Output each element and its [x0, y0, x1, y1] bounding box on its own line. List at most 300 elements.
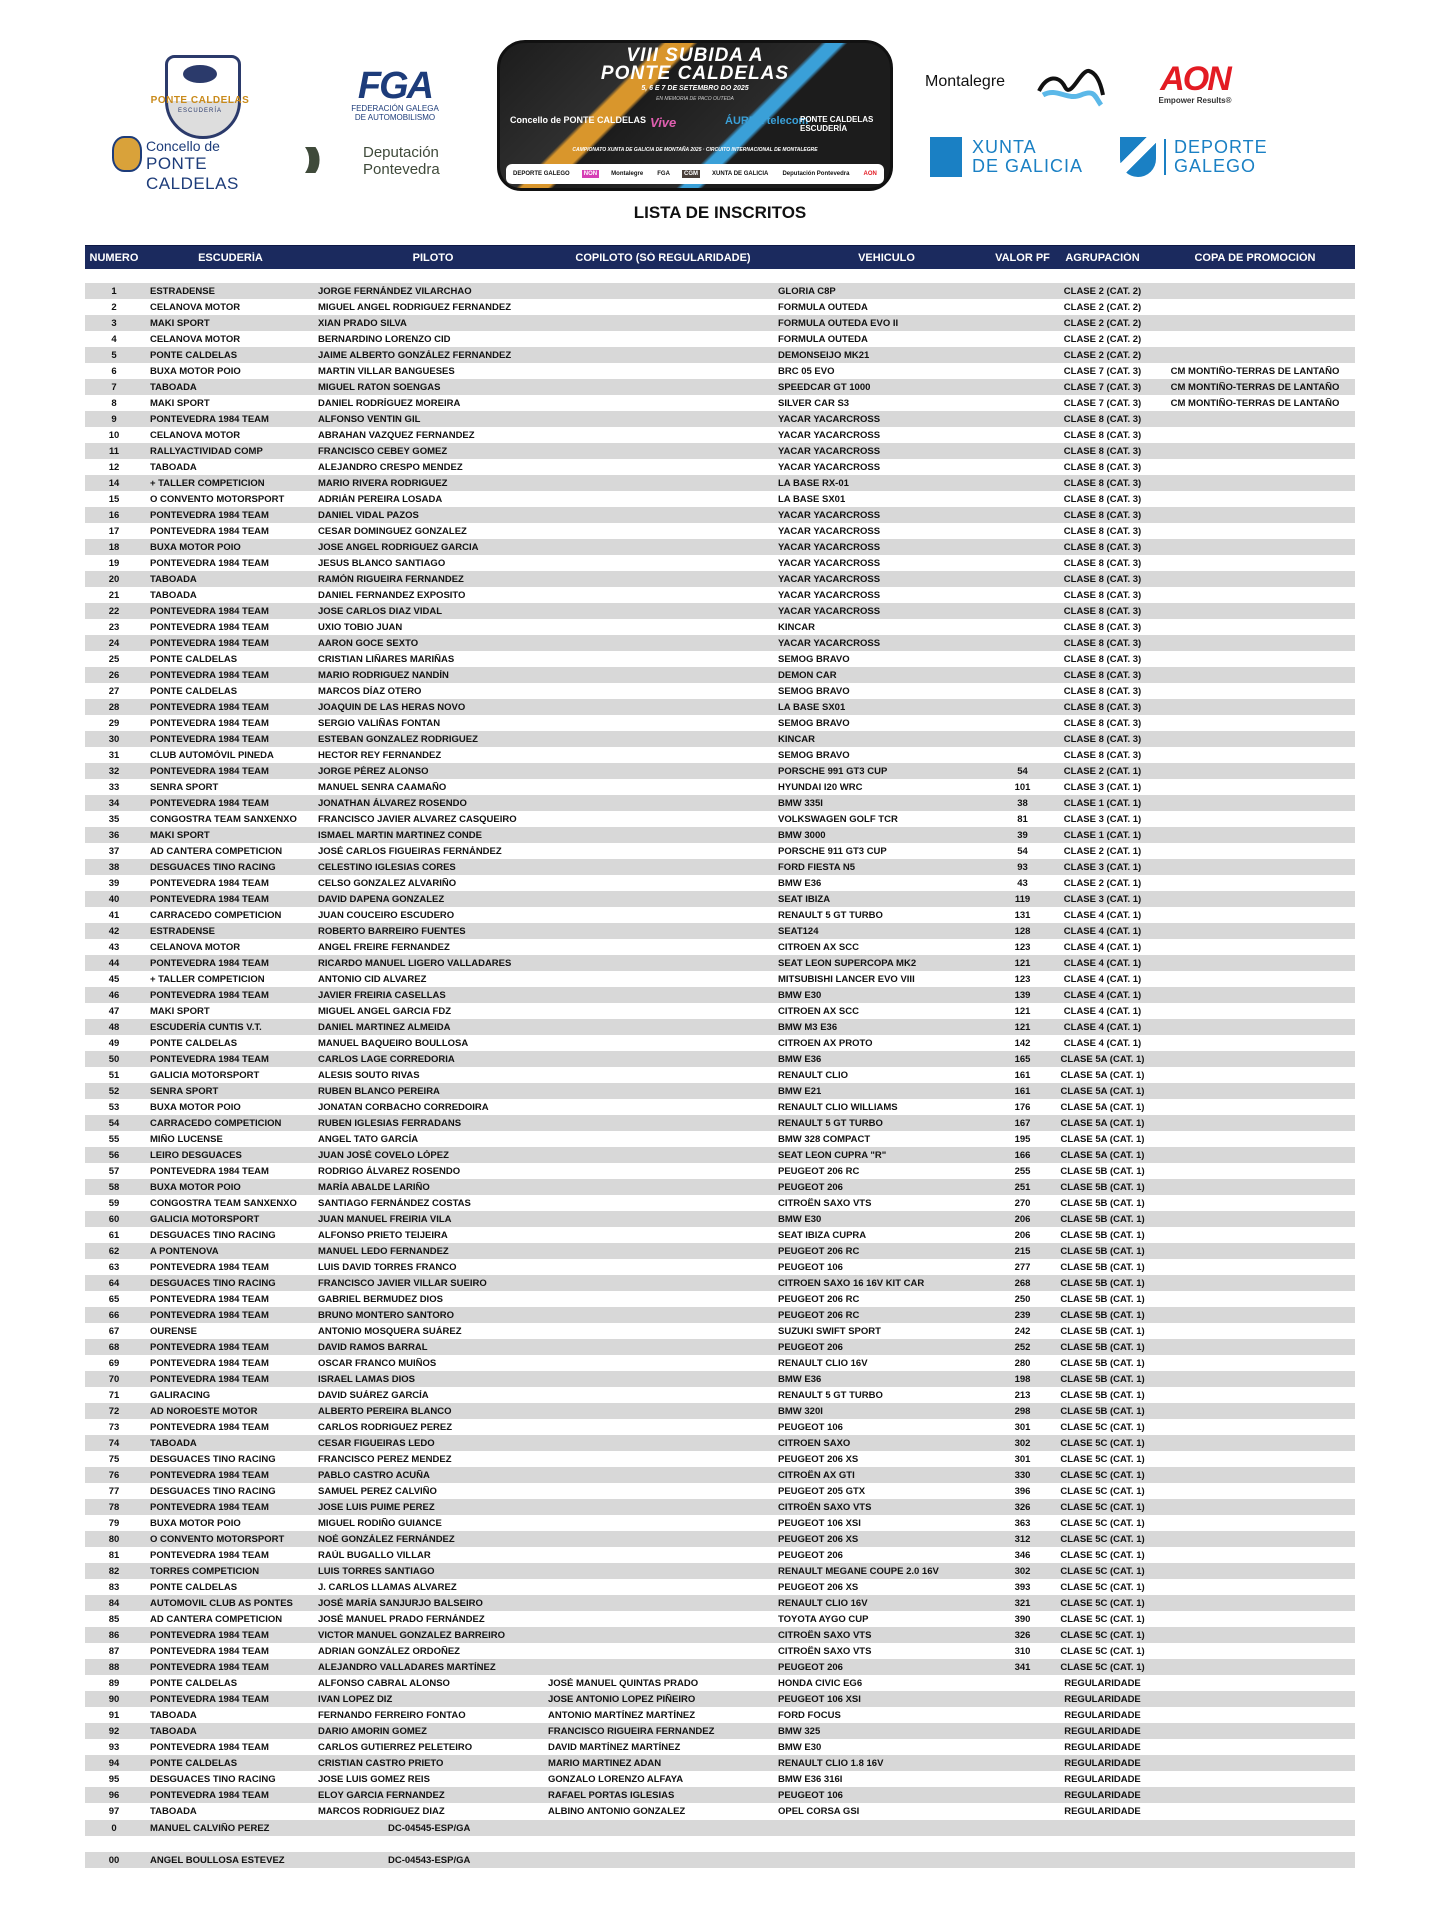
entry-number: 69: [108, 1357, 120, 1369]
entry-escuderia: PONTEVEDRA 1984 TEAM: [150, 1165, 269, 1177]
entry-vehiculo: SEMOG BRAVO: [778, 685, 850, 697]
entry-number: 10: [108, 429, 120, 441]
entry-vehiculo: PEUGEOT 106: [778, 1421, 843, 1433]
deporte-galego-line2: GALEGO: [1174, 156, 1257, 176]
entry-piloto: DANIEL FERNANDEZ EXPOSITO: [318, 589, 466, 601]
entry-piloto: DAVID RAMOS BARRAL: [318, 1341, 428, 1353]
entry-vehiculo: PEUGEOT 106: [778, 1789, 843, 1801]
entry-copiloto: RAFAEL PORTAS IGLESIAS: [548, 1789, 675, 1801]
entry-number: 1: [111, 285, 117, 297]
entry-escuderia: BUXA MOTOR POIO: [150, 365, 241, 377]
entry-valor-pf: 139: [1014, 989, 1031, 1001]
entry-agrupacion: REGULARIDADE: [1064, 1805, 1141, 1817]
entry-piloto: AARON GOCE SEXTO: [318, 637, 419, 649]
entry-valor-pf: 215: [1014, 1245, 1031, 1257]
entry-piloto: DANIEL RODRÍGUEZ MOREIRA: [318, 397, 461, 409]
official-row: [85, 1852, 1355, 1868]
table-row: [85, 1643, 1355, 1659]
entry-escuderia: GALIRACING: [150, 1389, 211, 1401]
entry-piloto: JONATHAN ÁLVAREZ ROSENDO: [318, 797, 467, 809]
entry-vehiculo: CITROËN SAXO VTS: [778, 1501, 872, 1513]
entry-escuderia: PONTE CALDELAS: [150, 685, 238, 697]
entry-piloto: IVAN LOPEZ DIZ: [318, 1693, 393, 1705]
entry-valor-pf: 121: [1014, 1021, 1031, 1033]
table-row: [85, 1739, 1355, 1755]
entry-piloto: ALESIS SOUTO RIVAS: [318, 1069, 420, 1081]
entry-valor-pf: 301: [1014, 1421, 1031, 1433]
concello-ponte-caldelas-logo: [112, 130, 292, 193]
entry-escuderia: PONTEVEDRA 1984 TEAM: [150, 1693, 269, 1705]
entry-number: 17: [108, 525, 120, 537]
officials-list: [85, 1820, 1355, 1884]
entry-number: 82: [108, 1565, 120, 1577]
entry-escuderia: PONTEVEDRA 1984 TEAM: [150, 1645, 269, 1657]
entry-escuderia: O CONVENTO MOTORSPORT: [150, 493, 285, 505]
aon-logo: [1145, 62, 1245, 112]
sponsor-logos-header: [0, 0, 1440, 195]
entry-agrupacion: CLASE 5C (CAT. 1): [1060, 1453, 1145, 1465]
entry-number: 59: [108, 1197, 120, 1209]
entry-number: 16: [108, 509, 120, 521]
entry-piloto: MANUEL BAQUEIRO BOULLOSA: [318, 1037, 469, 1049]
entry-valor-pf: 390: [1014, 1613, 1031, 1625]
entry-piloto: CARLOS LAGE CORREDORIA: [318, 1053, 455, 1065]
entry-vehiculo: PEUGEOT 206 RC: [778, 1293, 860, 1305]
entry-agrupacion: CLASE 8 (CAT. 3): [1063, 669, 1142, 681]
strip-cgm: CGM: [683, 171, 698, 177]
table-row: [85, 443, 1355, 459]
entry-piloto: JOSÉ MARÍA SANJURJO BALSEIRO: [318, 1597, 483, 1609]
entry-escuderia: ESTRADENSE: [150, 925, 215, 937]
entry-valor-pf: 121: [1014, 957, 1031, 969]
entry-agrupacion: CLASE 5B (CAT. 1): [1060, 1165, 1145, 1177]
entry-vehiculo: BMW E36 316I: [778, 1773, 843, 1785]
table-row: [85, 1707, 1355, 1723]
entry-number: 89: [108, 1677, 120, 1689]
official-name: MANUEL CALVIÑO PEREZ: [150, 1822, 270, 1834]
entry-agrupacion: CLASE 8 (CAT. 3): [1063, 477, 1142, 489]
entry-valor-pf: 239: [1014, 1309, 1031, 1321]
column-header-agrupacion: AGRUPACIÓN: [1065, 251, 1140, 264]
entry-agrupacion: CLASE 5C (CAT. 1): [1060, 1517, 1145, 1529]
strip-fga: FGA: [657, 171, 670, 177]
entry-escuderia: PONTE CALDELAS: [150, 1581, 238, 1593]
entry-number: 29: [108, 717, 120, 729]
entry-vehiculo: RENAULT 5 GT TURBO: [778, 1389, 883, 1401]
entry-agrupacion: CLASE 8 (CAT. 3): [1063, 685, 1142, 697]
entry-escuderia: PONTEVEDRA 1984 TEAM: [150, 893, 269, 905]
entry-escuderia: PONTE CALDELAS: [150, 1037, 238, 1049]
table-row: [85, 971, 1355, 987]
entry-piloto: ABRAHAN VAZQUEZ FERNANDEZ: [318, 429, 475, 441]
entry-number: 40: [108, 893, 120, 905]
entry-number: 78: [108, 1501, 120, 1513]
entry-piloto: GABRIEL BERMUDEZ DIOS: [318, 1293, 443, 1305]
entry-number: 73: [108, 1421, 120, 1433]
entry-vehiculo: YACAR YACARCROSS: [778, 525, 881, 537]
entry-escuderia: PONTEVEDRA 1984 TEAM: [150, 701, 269, 713]
entry-escuderia: PONTEVEDRA 1984 TEAM: [150, 605, 269, 617]
entry-agrupacion: CLASE 1 (CAT. 1): [1063, 797, 1142, 809]
entry-piloto: MARIO RODRIGUEZ NANDÍN: [318, 669, 449, 681]
entry-number: 41: [108, 909, 120, 921]
entry-agrupacion: REGULARIDADE: [1064, 1693, 1141, 1705]
entry-agrupacion: CLASE 7 (CAT. 3): [1063, 397, 1142, 409]
official-licence: DC-04545-ESP/GA: [388, 1822, 471, 1834]
entry-valor-pf: 242: [1014, 1325, 1031, 1337]
table-row: [85, 1227, 1355, 1243]
table-row: [85, 363, 1355, 379]
strip-deporte-galego: DEPORTE GALEGO: [513, 171, 570, 177]
entry-escuderia: PONTEVEDRA 1984 TEAM: [150, 413, 269, 425]
entry-copiloto: JOSE ANTONIO LOPEZ PIÑEIRO: [548, 1693, 696, 1705]
entry-vehiculo: CITROËN SAXO VTS: [778, 1197, 872, 1209]
entry-piloto: SANTIAGO FERNÁNDEZ COSTAS: [318, 1197, 471, 1209]
table-row: [85, 1163, 1355, 1179]
entry-vehiculo: OPEL CORSA GSI: [778, 1805, 860, 1817]
entry-number: 21: [108, 589, 120, 601]
entry-escuderia: AD CANTERA COMPETICION: [150, 845, 283, 857]
entry-valor-pf: 101: [1014, 781, 1031, 793]
entry-vehiculo: RENAULT 5 GT TURBO: [778, 909, 883, 921]
entry-piloto: MARTIN VILLAR BANGUESES: [318, 365, 455, 377]
entry-piloto: DANIEL MARTINEZ ALMEIDA: [318, 1021, 451, 1033]
entry-escuderia: PONTE CALDELAS: [150, 1757, 238, 1769]
entry-vehiculo: FORMULA OUTEDA EVO II: [778, 317, 899, 329]
official-row: [85, 1820, 1355, 1836]
entry-escuderia: PONTEVEDRA 1984 TEAM: [150, 1661, 269, 1673]
montalegre-wave-icon: [1037, 65, 1107, 109]
table-row: [85, 459, 1355, 475]
entry-vehiculo: HYUNDAI I20 WRC: [778, 781, 863, 793]
column-header-copa: COPA DE PROMOCIÓN: [1194, 251, 1316, 264]
entry-valor-pf: 277: [1014, 1261, 1031, 1273]
table-row: [85, 475, 1355, 491]
table-row: [85, 859, 1355, 875]
entry-agrupacion: CLASE 3 (CAT. 1): [1063, 893, 1142, 905]
entry-escuderia: CELANOVA MOTOR: [150, 941, 241, 953]
entry-number: 48: [108, 1021, 120, 1033]
entry-agrupacion: CLASE 5C (CAT. 1): [1060, 1661, 1145, 1673]
entry-vehiculo: SEMOG BRAVO: [778, 749, 850, 761]
table-row: [85, 1307, 1355, 1323]
fga-mark: FGA: [357, 65, 433, 107]
montalegre-logo: [925, 65, 1105, 115]
entry-escuderia: PONTE CALDELAS: [150, 1677, 238, 1689]
entry-agrupacion: CLASE 5C (CAT. 1): [1060, 1597, 1145, 1609]
entry-vehiculo: FORD FIESTA N5: [778, 861, 856, 873]
entry-piloto: ESTEBAN GONZALEZ RODRIGUEZ: [318, 733, 478, 745]
entry-escuderia: DESGUACES TINO RACING: [150, 861, 276, 873]
entry-escuderia: CELANOVA MOTOR: [150, 333, 241, 345]
table-row: [85, 1723, 1355, 1739]
entry-agrupacion: CLASE 7 (CAT. 3): [1063, 381, 1142, 393]
entry-number: 55: [108, 1133, 120, 1145]
entry-valor-pf: 81: [1017, 813, 1028, 825]
entry-piloto: ANGEL FREIRE FERNANDEZ: [318, 941, 450, 953]
entry-escuderia: O CONVENTO MOTORSPORT: [150, 1533, 285, 1545]
entry-piloto: LUIS DAVID TORRES FRANCO: [318, 1261, 457, 1273]
entry-escuderia: PONTEVEDRA 1984 TEAM: [150, 1741, 269, 1753]
header-spacer: [85, 269, 1355, 283]
entry-vehiculo: KINCAR: [778, 733, 815, 745]
entry-escuderia: PONTEVEDRA 1984 TEAM: [150, 1357, 269, 1369]
entry-piloto: JOSE LUIS PUIME PEREZ: [318, 1501, 435, 1513]
entry-agrupacion: CLASE 8 (CAT. 3): [1063, 749, 1142, 761]
table-row: [85, 603, 1355, 619]
rally-title-line2: PONTE CALDELAS: [600, 63, 790, 84]
table-row: [85, 1339, 1355, 1355]
entry-valor-pf: 43: [1017, 877, 1028, 889]
entry-piloto: MIGUEL ANGEL RODRIGUEZ FERNANDEZ: [318, 301, 511, 313]
entry-number: 28: [108, 701, 120, 713]
entry-valor-pf: 312: [1014, 1533, 1031, 1545]
entry-piloto: RUBEN IGLESIAS FERRADANS: [318, 1117, 462, 1129]
entry-escuderia: PONTEVEDRA 1984 TEAM: [150, 877, 269, 889]
entry-vehiculo: KINCAR: [778, 621, 815, 633]
entry-agrupacion: CLASE 5A (CAT. 1): [1060, 1149, 1145, 1161]
entry-agrupacion: CLASE 4 (CAT. 1): [1063, 941, 1142, 953]
entry-vehiculo: BMW E30: [778, 1213, 822, 1225]
entry-vehiculo: PEUGEOT 206: [778, 1341, 843, 1353]
entry-number: 18: [108, 541, 120, 553]
entry-escuderia: PONTE CALDELAS: [150, 653, 238, 665]
entry-agrupacion: CLASE 5C (CAT. 1): [1060, 1501, 1145, 1513]
entry-escuderia: PONTEVEDRA 1984 TEAM: [150, 957, 269, 969]
rally-championship: CAMPIONATO XUNTA DE GALICIA DE MONTAÑA 2025 · CIRCUITO INTERNACIONAL DE MONTALEGRE: [572, 147, 818, 153]
table-row: [85, 715, 1355, 731]
fga-line1: FEDERACIÓN GALEGA: [351, 104, 439, 113]
entry-vehiculo: DEMONSEIJO MK21: [778, 349, 870, 361]
entry-number: 64: [108, 1277, 120, 1289]
entry-number: 53: [108, 1101, 120, 1113]
entry-number: 71: [108, 1389, 120, 1401]
plate-sponsor-aurea: ÁUREA telecom: [725, 115, 809, 127]
entry-number: 50: [108, 1053, 120, 1065]
entry-number: 4: [111, 333, 117, 345]
entry-agrupacion: CLASE 5A (CAT. 1): [1060, 1053, 1145, 1065]
entry-piloto: JUAN COUCEIRO ESCUDERO: [318, 909, 455, 921]
entry-agrupacion: CLASE 2 (CAT. 2): [1063, 317, 1142, 329]
entry-piloto: ADRIÁN PEREIRA LOSADA: [318, 493, 443, 505]
entry-number: 35: [108, 813, 120, 825]
entry-piloto: JESUS BLANCO SANTIAGO: [318, 557, 446, 569]
entry-valor-pf: 301: [1014, 1453, 1031, 1465]
deporte-galego-logo: [1120, 135, 1280, 181]
entry-escuderia: AUTOMOVIL CLUB AS PONTES: [150, 1597, 293, 1609]
entry-vehiculo: BMW 325: [778, 1725, 821, 1737]
entry-number: 97: [108, 1805, 120, 1817]
table-row: [85, 299, 1355, 315]
entry-number: 36: [108, 829, 120, 841]
entry-number: 86: [108, 1629, 120, 1641]
entry-vehiculo: PEUGEOT 206 XS: [778, 1581, 859, 1593]
entry-piloto: CELSO GONZALEZ ALVARIÑO: [318, 877, 457, 889]
table-row: [85, 315, 1355, 331]
entry-piloto: ALBERTO PEREIRA BLANCO: [318, 1405, 452, 1417]
entry-vehiculo: MITSUBISHI LANCER EVO VIII: [778, 973, 915, 985]
entry-number: 8: [111, 397, 117, 409]
entry-vehiculo: PEUGEOT 106: [778, 1261, 843, 1273]
table-row: [85, 571, 1355, 587]
entry-vehiculo: BMW 320I: [778, 1405, 823, 1417]
entry-agrupacion: CLASE 5B (CAT. 1): [1060, 1389, 1145, 1401]
entry-piloto: RODRIGO ÁLVAREZ ROSENDO: [318, 1165, 461, 1177]
table-row: [85, 1259, 1355, 1275]
entry-number: 58: [108, 1181, 120, 1193]
table-row: [85, 411, 1355, 427]
table-row: [85, 1547, 1355, 1563]
entry-valor-pf: 302: [1014, 1437, 1031, 1449]
entry-escuderia: AD NOROESTE MOTOR: [150, 1405, 258, 1417]
table-row: [85, 1387, 1355, 1403]
entry-vehiculo: CITROEN AX SCC: [778, 941, 859, 953]
aon-tagline: Empower Results®: [1158, 96, 1232, 105]
entry-agrupacion: CLASE 4 (CAT. 1): [1063, 1037, 1142, 1049]
entry-piloto: UXIO TOBIO JUAN: [318, 621, 403, 633]
plate-sponsor-concello: Concello de PONTE CALDELAS: [510, 115, 647, 125]
entry-agrupacion: REGULARIDADE: [1064, 1725, 1141, 1737]
entry-agrupacion: CLASE 8 (CAT. 3): [1063, 653, 1142, 665]
entry-piloto: RAMÓN RIGUEIRA FERNANDEZ: [318, 573, 464, 585]
entry-piloto: ANTONIO CID ALVAREZ: [318, 973, 427, 985]
entry-valor-pf: 119: [1014, 893, 1031, 905]
entry-escuderia: DESGUACES TINO RACING: [150, 1453, 276, 1465]
entry-valor-pf: 121: [1014, 1005, 1031, 1017]
entry-vehiculo: RENAULT CLIO WILLIAMS: [778, 1101, 898, 1113]
table-row: [85, 747, 1355, 763]
entry-valor-pf: 341: [1014, 1661, 1031, 1673]
entry-vehiculo: HONDA CIVIC EG6: [778, 1677, 863, 1689]
entry-piloto: CELESTINO IGLESIAS CORES: [318, 861, 456, 873]
table-row: [85, 1499, 1355, 1515]
concello-line1: Concello de: [146, 138, 220, 154]
entry-number: 65: [108, 1293, 120, 1305]
entry-number: 22: [108, 605, 120, 617]
entry-vehiculo: BMW E36: [778, 877, 822, 889]
entry-vehiculo: SILVER CAR S3: [778, 397, 850, 409]
table-row: [85, 1451, 1355, 1467]
entry-escuderia: TABOADA: [150, 573, 197, 585]
table-row: [85, 1435, 1355, 1451]
table-row: [85, 1403, 1355, 1419]
entry-piloto: JONATAN CORBACHO CORREDOIRA: [318, 1101, 489, 1113]
table-row: [85, 1035, 1355, 1051]
entry-valor-pf: 131: [1014, 909, 1031, 921]
entry-number: 27: [108, 685, 120, 697]
entry-escuderia: CELANOVA MOTOR: [150, 429, 241, 441]
table-row: [85, 891, 1355, 907]
entry-escuderia: CELANOVA MOTOR: [150, 301, 241, 313]
column-header-vehiculo: VEHICULO: [858, 251, 915, 264]
table-row: [85, 1195, 1355, 1211]
entry-agrupacion: CLASE 5C (CAT. 1): [1060, 1645, 1145, 1657]
column-header-numero: NUMERO: [89, 251, 139, 264]
entry-piloto: MIGUEL ANGEL GARCIA FDZ: [318, 1005, 451, 1017]
entry-agrupacion: CLASE 4 (CAT. 1): [1063, 1021, 1142, 1033]
table-row: [85, 1691, 1355, 1707]
table-row: [85, 427, 1355, 443]
entry-number: 12: [108, 461, 120, 473]
entry-agrupacion: CLASE 5B (CAT. 1): [1060, 1373, 1145, 1385]
table-row: [85, 907, 1355, 923]
entry-agrupacion: REGULARIDADE: [1064, 1773, 1141, 1785]
entry-copiloto: FRANCISCO RIGUEIRA FERNANDEZ: [548, 1725, 715, 1737]
entry-escuderia: MIÑO LUCENSE: [150, 1133, 223, 1145]
entry-number: 14: [108, 477, 120, 489]
entry-number: 9: [111, 413, 117, 425]
entry-escuderia: LEIRO DESGUACES: [150, 1149, 242, 1161]
entry-agrupacion: CLASE 4 (CAT. 1): [1063, 925, 1142, 937]
entry-escuderia: CONGOSTRA TEAM SANXENXO: [150, 1197, 297, 1209]
entry-piloto: VICTOR MANUEL GONZALEZ BARREIRO: [318, 1629, 506, 1641]
entry-vehiculo: YACAR YACARCROSS: [778, 429, 881, 441]
entry-vehiculo: BMW 328 COMPACT: [778, 1133, 871, 1145]
table-body: [85, 283, 1355, 1819]
entry-escuderia: PONTEVEDRA 1984 TEAM: [150, 797, 269, 809]
entry-number: 45: [108, 973, 120, 985]
entry-escuderia: PONTEVEDRA 1984 TEAM: [150, 1293, 269, 1305]
entry-vehiculo: LA BASE SX01: [778, 493, 846, 505]
entry-vehiculo: PEUGEOT 106 XSI: [778, 1693, 861, 1705]
entry-agrupacion: CLASE 1 (CAT. 1): [1063, 829, 1142, 841]
entry-escuderia: PONTEVEDRA 1984 TEAM: [150, 989, 269, 1001]
table-row: [85, 1675, 1355, 1691]
entry-valor-pf: 270: [1014, 1197, 1031, 1209]
entry-vehiculo: RENAULT CLIO 16V: [778, 1357, 868, 1369]
entry-piloto: JOSE CARLOS DIAZ VIDAL: [318, 605, 443, 617]
entry-escuderia: PONTEVEDRA 1984 TEAM: [150, 1261, 269, 1273]
entry-piloto: MARIO RIVERA RODRIGUEZ: [318, 477, 448, 489]
entry-piloto: RAÚL BUGALLO VILLAR: [318, 1549, 431, 1561]
entry-agrupacion: CLASE 8 (CAT. 3): [1063, 525, 1142, 537]
fish-icon: [183, 65, 217, 83]
divider: [1164, 139, 1166, 175]
entry-number: 96: [108, 1789, 120, 1801]
entry-vehiculo: RENAULT CLIO: [778, 1069, 849, 1081]
entry-vehiculo: SEAT IBIZA: [778, 893, 831, 905]
entry-piloto: JUAN MANUEL FREIRIA VILA: [318, 1213, 452, 1225]
entry-number: 83: [108, 1581, 120, 1593]
entry-escuderia: MAKI SPORT: [150, 829, 210, 841]
entry-vehiculo: BMW E30: [778, 989, 822, 1001]
entry-escuderia: AD CANTERA COMPETICION: [150, 1613, 283, 1625]
table-row: [85, 1563, 1355, 1579]
entry-piloto: MARCOS RODRIGUEZ DIAZ: [318, 1805, 445, 1817]
table-row: [85, 667, 1355, 683]
entry-escuderia: PONTEVEDRA 1984 TEAM: [150, 669, 269, 681]
entry-number: 72: [108, 1405, 120, 1417]
entry-number: 90: [108, 1693, 120, 1705]
entry-number: 23: [108, 621, 120, 633]
entry-piloto: JAIME ALBERTO GONZÁLEZ FERNANDEZ: [318, 349, 512, 361]
xunta-line1: XUNTA: [972, 137, 1037, 157]
strip-montalegre: Montalegre: [611, 171, 644, 177]
table-row: [85, 1627, 1355, 1643]
entry-agrupacion: CLASE 4 (CAT. 1): [1063, 973, 1142, 985]
entry-escuderia: RALLYACTIVIDAD COMP: [150, 445, 263, 457]
entry-escuderia: PONTEVEDRA 1984 TEAM: [150, 1421, 269, 1433]
table-row: [85, 731, 1355, 747]
entry-vehiculo: CITROEN SAXO: [778, 1437, 851, 1449]
entry-piloto: CARLOS GUTIERREZ PELETEIRO: [318, 1741, 473, 1753]
table-row: [85, 1787, 1355, 1803]
table-row: [85, 1467, 1355, 1483]
entry-escuderia: CARRACEDO COMPETICION: [150, 1117, 282, 1129]
deputacion-pontevedra-logo: [305, 140, 465, 180]
entry-number: 38: [108, 861, 120, 873]
entry-piloto: RICARDO MANUEL LIGERO VALLADARES: [318, 957, 512, 969]
